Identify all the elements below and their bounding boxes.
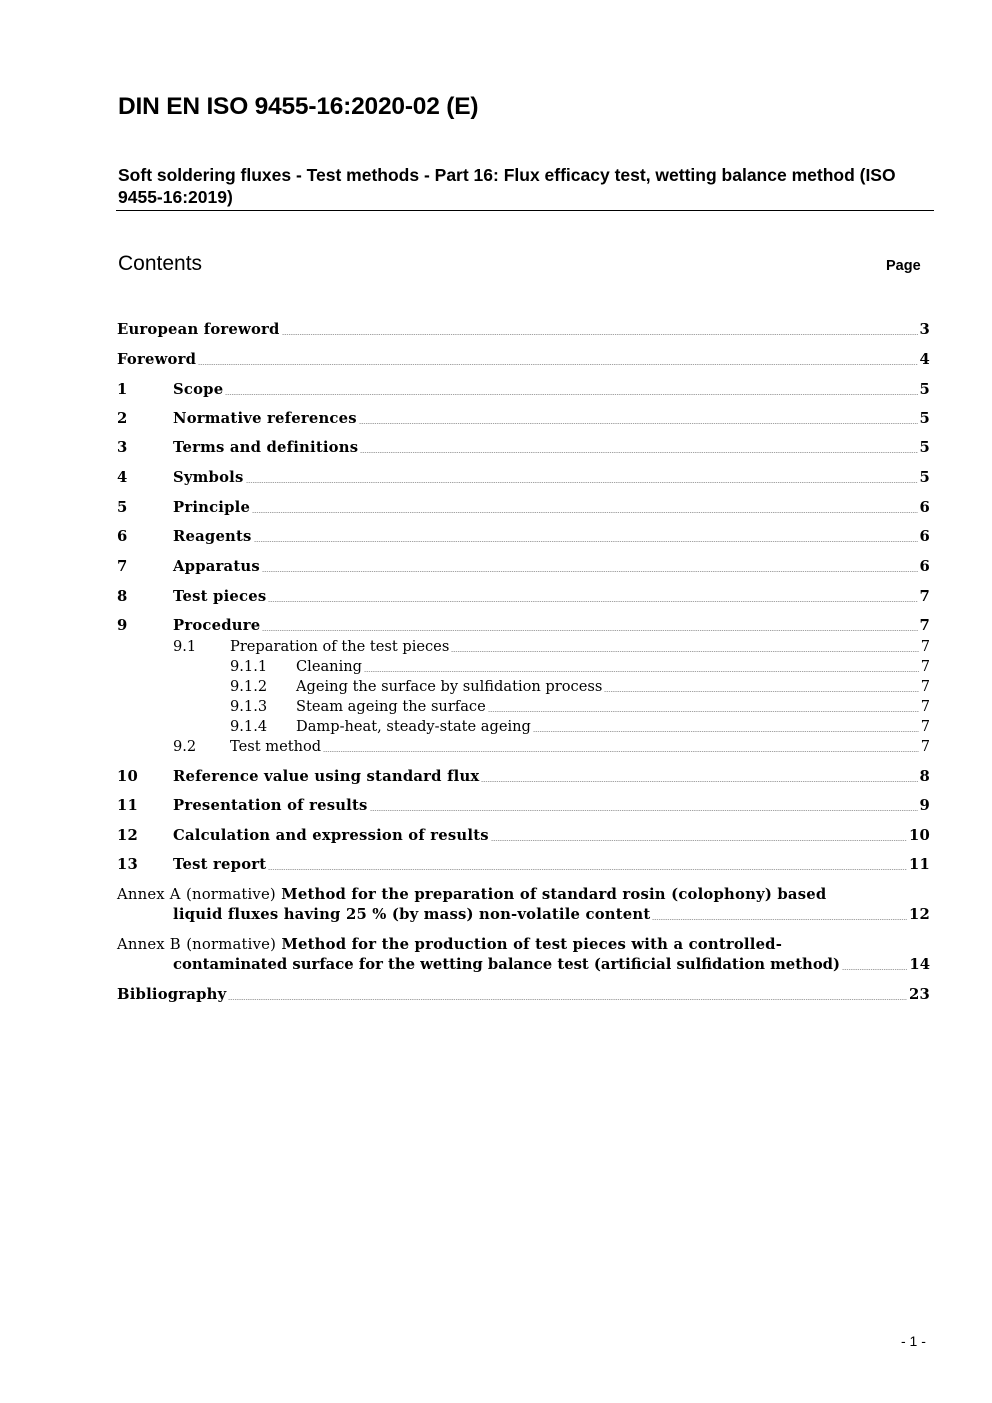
annex-prefix: Annex B (117, 936, 181, 953)
toc-entry-label: European foreword (117, 321, 280, 338)
dot-leader (268, 601, 917, 602)
dot-leader (488, 711, 919, 712)
toc-entry-label: Principle (173, 499, 251, 516)
toc-entry-test-pieces[interactable] (117, 587, 930, 607)
toc-entry-presentation-of-results[interactable] (117, 796, 930, 816)
toc-entry-calculation-of-results[interactable] (117, 826, 930, 846)
dot-leader (359, 423, 918, 424)
dot-leader (842, 969, 907, 970)
toc-entry-number: 11 (117, 797, 138, 814)
toc-entry-number: 9.1.1 (230, 658, 268, 675)
toc-entry-number: 4 (117, 469, 128, 486)
dot-leader (262, 630, 917, 631)
toc-entry-number: 7 (117, 558, 128, 575)
toc-entry-terms-and-definitions[interactable] (117, 438, 930, 458)
toc-entry-label: Preparation of the test pieces (230, 638, 450, 655)
toc-entry-number: 3 (117, 439, 128, 456)
page-column-heading: Page (886, 258, 921, 274)
toc-entry-number: 13 (117, 856, 138, 873)
toc-entry-bibliography[interactable] (117, 985, 930, 1005)
annex-type: (normative) (186, 936, 277, 953)
toc-entry-page: 5 (919, 410, 930, 427)
toc-entry-page: 4 (919, 351, 930, 368)
page-number: - 1 - (901, 1333, 926, 1349)
toc-entry-number: 9.2 (173, 738, 197, 755)
toc-entry-label: Steam ageing the surface (296, 698, 486, 715)
dot-leader (451, 651, 918, 652)
dot-leader (604, 691, 918, 692)
toc-entry-number: 8 (117, 588, 128, 605)
toc-entry-page: 7 (920, 698, 930, 715)
toc-entry-number: 9.1 (173, 638, 197, 655)
toc-entry-page: 5 (919, 381, 930, 398)
toc-entry-page: 7 (919, 617, 930, 634)
annex-title-line2: liquid fluxes having 25 % (by mass) non-volatile content (173, 906, 651, 923)
toc-entry-page: 6 (919, 499, 930, 516)
toc-entry-number: 1 (117, 381, 128, 398)
toc-entry-page: 7 (920, 638, 930, 655)
dot-leader (323, 751, 919, 752)
toc-entry-page: 7 (920, 678, 930, 695)
toc-entry-page: 11 (909, 856, 930, 873)
toc-entry-annex-b-heading[interactable] (117, 935, 782, 955)
toc-entry-page: 3 (919, 321, 930, 338)
toc-entry-test-method[interactable] (173, 737, 930, 757)
toc-entry-label: Damp-heat, steady-state ageing (296, 718, 531, 735)
dot-leader (652, 919, 907, 920)
document-id: DIN EN ISO 9455-16:2020-02 (E) (118, 93, 479, 120)
toc-entry-reagents[interactable] (117, 527, 930, 547)
toc-entry-label: Reagents (173, 528, 252, 545)
toc-entry-label: Scope (173, 381, 224, 398)
toc-entry-number: 9 (117, 617, 128, 634)
toc-entry-ageing-by-sulfidation[interactable] (230, 677, 930, 697)
toc-entry-label: Reference value using standard flux (173, 768, 480, 785)
document-title: Soft soldering fluxes - Test methods - Part 16: Flux efficacy test, wetting balance method (ISO 9455-16:2019) (118, 165, 896, 207)
toc-entry-damp-heat-ageing[interactable] (230, 717, 930, 737)
toc-entry-page: 7 (920, 738, 930, 755)
toc-entry-label: Bibliography (117, 986, 227, 1003)
toc-entry-number: 2 (117, 410, 128, 427)
dot-leader (246, 482, 918, 483)
dot-leader (360, 452, 917, 453)
toc-entry-label: Foreword (117, 351, 197, 368)
toc-entry-label: Test pieces (173, 588, 267, 605)
dot-leader (225, 394, 917, 395)
dot-leader (198, 364, 917, 365)
toc-entry-normative-references[interactable] (117, 409, 930, 429)
toc-entry-annex-a-heading[interactable] (117, 885, 826, 905)
annex-title-line2: contaminated surface for the wetting balance test (artificial sulfidation method) (173, 956, 841, 973)
contents-heading: Contents (118, 252, 203, 275)
toc-entry-page: 23 (909, 986, 930, 1003)
toc-entry-page: 7 (920, 658, 930, 675)
toc-entry-scope[interactable] (117, 380, 930, 400)
toc-entry-page: 12 (909, 906, 930, 923)
toc-entry-symbols[interactable] (117, 468, 930, 488)
toc-entry-label: Normative references (173, 410, 357, 427)
toc-entry-label: Apparatus (173, 558, 260, 575)
toc-entry-number: 9.1.4 (230, 718, 268, 735)
toc-entry-page: 6 (919, 558, 930, 575)
toc-entry-reference-value[interactable] (117, 767, 930, 787)
toc-entry-page: 7 (920, 718, 930, 735)
dot-leader (228, 999, 907, 1000)
dot-leader (282, 334, 918, 335)
dot-leader (364, 671, 919, 672)
annex-type: (normative) (186, 886, 276, 903)
toc-entry-number: 9.1.2 (230, 678, 268, 695)
toc-entry-test-report[interactable] (117, 855, 930, 875)
toc-entry-page: 14 (909, 956, 930, 973)
dot-leader (491, 840, 907, 841)
toc-entry-label: Test report (173, 856, 267, 873)
toc-entry-annex-a[interactable] (173, 905, 930, 925)
toc-entry-foreword[interactable] (117, 350, 930, 370)
toc-entry-page: 10 (909, 827, 930, 844)
dot-leader (268, 869, 907, 870)
toc-entry-number: 12 (117, 827, 138, 844)
toc-entry-page: 5 (919, 439, 930, 456)
toc-entry-label: Symbols (173, 469, 244, 486)
toc-entry-principle[interactable] (117, 498, 930, 518)
title-rule (116, 210, 934, 211)
toc-entry-label: Procedure (173, 617, 261, 634)
toc-entry-label: Test method (230, 738, 322, 755)
toc-entry-number: 5 (117, 499, 128, 516)
toc-entry-page: 5 (919, 469, 930, 486)
toc-entry-steam-ageing[interactable] (230, 697, 930, 717)
annex-title-line1: Method for the production of test pieces with a controlled- (281, 936, 783, 953)
toc-entry-label: Terms and definitions (173, 439, 359, 456)
toc-entry-label: Cleaning (296, 658, 362, 675)
dot-leader (481, 781, 917, 782)
toc-entry-label: Ageing the surface by sulfidation process (296, 678, 603, 695)
dot-leader (262, 571, 918, 572)
toc-entry-label: Calculation and expression of results (173, 827, 489, 844)
annex-prefix: Annex A (117, 886, 181, 903)
toc-entry-number: 9.1.3 (230, 698, 268, 715)
toc-entry-page: 8 (919, 768, 930, 785)
toc-entry-european-foreword[interactable] (117, 320, 930, 340)
toc-entry-number: 6 (117, 528, 128, 545)
toc-entry-number: 10 (117, 768, 138, 785)
toc-entry-cleaning[interactable] (230, 657, 930, 677)
toc-entry-annex-b[interactable] (173, 955, 930, 975)
toc-entry-preparation-of-test-pieces[interactable] (173, 637, 930, 657)
toc-entry-label: Presentation of results (173, 797, 368, 814)
annex-title-line1: Method for the preparation of standard rosin (colophony) based (281, 886, 827, 903)
dot-leader (533, 731, 919, 732)
toc-entry-procedure[interactable] (117, 616, 930, 636)
toc-entry-page: 7 (919, 588, 930, 605)
dot-leader (254, 541, 918, 542)
dot-leader (252, 512, 917, 513)
toc-entry-apparatus[interactable] (117, 557, 930, 577)
dot-leader (370, 810, 918, 811)
toc-entry-page: 9 (919, 797, 930, 814)
toc-entry-page: 6 (919, 528, 930, 545)
